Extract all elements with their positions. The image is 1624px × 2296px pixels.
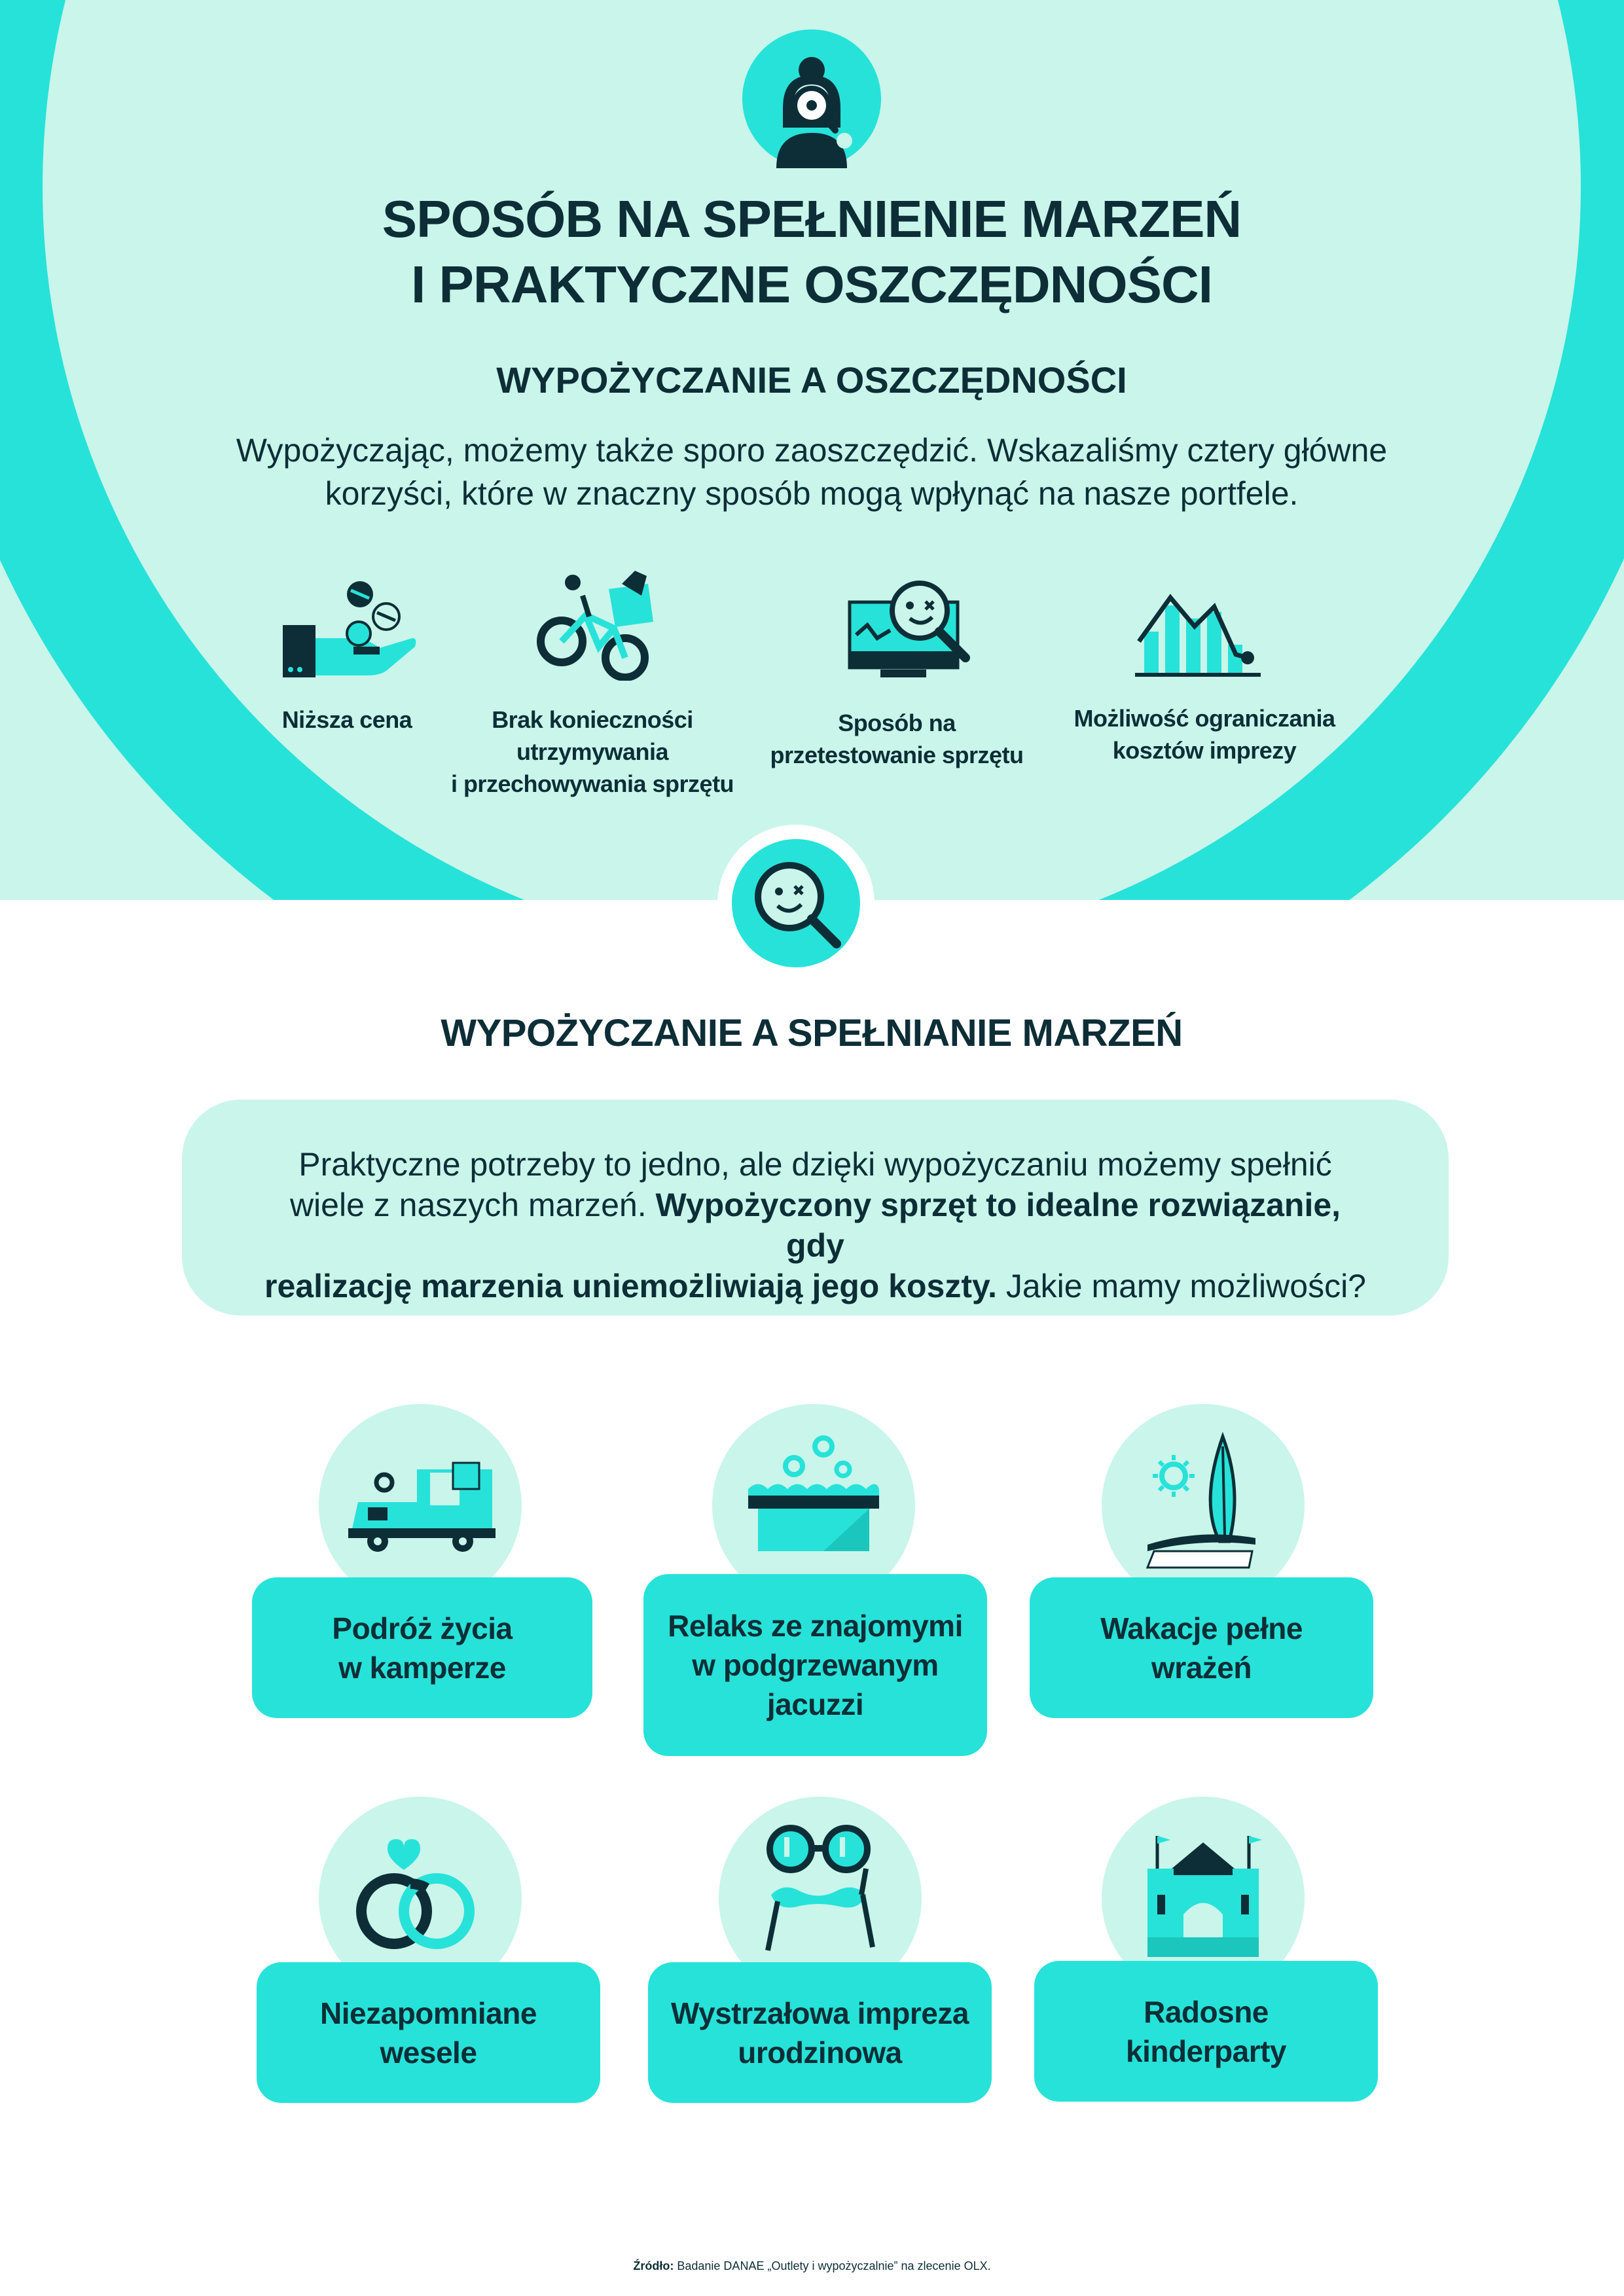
source-note: Źródło: Badanie DANAE „Outlety i wypożyczalnie” na zlecenie OLX.: [633, 2259, 991, 2272]
bicycle-icon: [537, 569, 658, 681]
dream-card-jacuzzi: Relaks ze znajomymi w podgrzewanym jacuzzi: [643, 1574, 987, 1756]
dream-card-kids-party: Radosne kinderparty: [1034, 1961, 1378, 2102]
section-heading-dreams: WYPOŻYCZANIE A SPEŁNIANIE MARZEŃ: [441, 1012, 1183, 1054]
monitor-magnifier-icon: [844, 579, 975, 681]
dream-card-holidays: Wakacje pełne wrażeń: [1030, 1577, 1373, 1718]
smiley-magnifier-icon: [732, 839, 860, 967]
camper-van-icon: [319, 1404, 522, 1607]
benefit-label-limit-party-costs: Możliwość ograniczania kosztów imprezy: [1074, 705, 1335, 764]
dream-card-birthday: Wystrzałowa impreza urodzinowa: [648, 1962, 992, 2103]
callout-box: [182, 1100, 1449, 1316]
avatar-icon: [742, 29, 881, 168]
benefit-label-test-equipment: Sposób na przetestowanie sprzętu: [770, 709, 1024, 768]
hand-coins-icon: [281, 576, 419, 691]
callout-text: Praktyczne potrzeby to jedno, ale dzięki wypożyczaniu możemy spełnić wiele z naszych marzeń. Wypożyczony sprzęt to idealne rozwiązanie, gdy realizację marzenia uniemożliwiają jego koszty. Jakie mamy możliwości?: [264, 1146, 1366, 1304]
page-title: SPOSÓB NA SPEŁNIENIE MARZEŃ I PRAKTYCZNE OSZCZĘDNOŚCI: [382, 190, 1242, 314]
benefit-label-lower-price: Niższa cena: [281, 706, 412, 733]
dream-card-wedding: Niezapomniane wesele: [257, 1962, 600, 2103]
section-subtitle-savings: WYPOŻYCZANIE A OSZCZĘDNOŚCI: [496, 359, 1127, 401]
intro-text: Wypożyczając, możemy także sporo zaoszczędzić. Wskazaliśmy cztery główne korzyści, które w znaczny sposób mogą wpłynąć na nasze portfele.: [236, 432, 1388, 512]
surfboard-icon: [1102, 1404, 1305, 1607]
benefit-label-no-maintenance: Brak konieczności utrzymywania i przechowywania sprzętu: [450, 706, 734, 797]
dream-card-camper: Podróż życia w kamperze: [252, 1577, 592, 1718]
bar-chart-down-icon: [1132, 592, 1263, 677]
